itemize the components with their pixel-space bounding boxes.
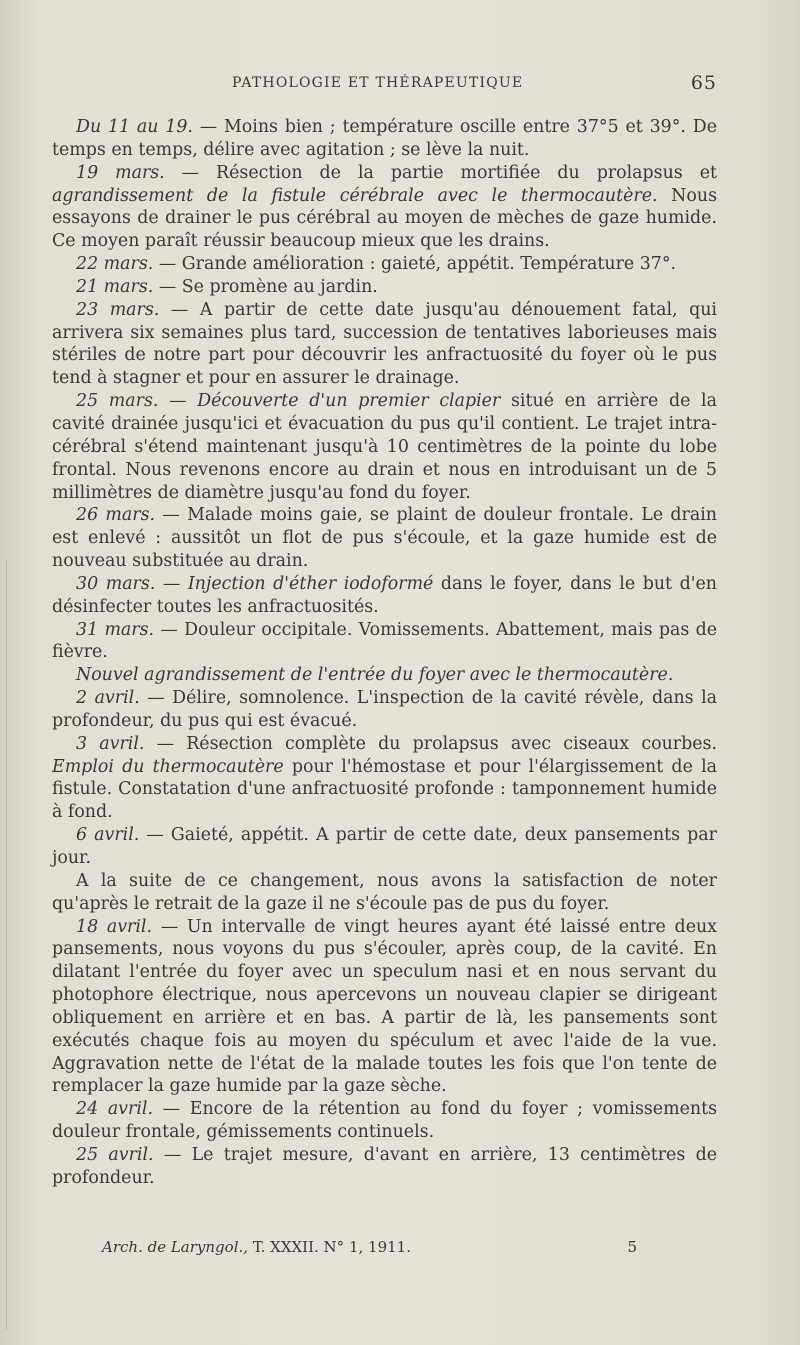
page-footer xyxy=(52,1238,717,1260)
journal-entry xyxy=(52,733,717,824)
journal-entry xyxy=(52,664,717,687)
entry-text: situé en arrière de la cavité drainée jusqu'ici et évacuation du pus qu'il contient. Le trajet intra-cérébral s'étend maintenant jusqu'à 10 centimètres de la pointe du lobe frontal. Nous revenons encore au drain et nous en introduisant un de 5 millimètres de diamètre jusqu'au fond du foyer. xyxy=(52,391,717,503)
entry-separator: — xyxy=(154,619,185,640)
entry-separator: — xyxy=(164,162,217,183)
entry-text: Un intervalle de vingt heures ayant été laissé entre deux pansements, nous voyons du pus s'écouler, après coup, de la cavité. En dilatant l'entrée du foyer avec un speculum nasi et en nous servant du photophore électrique, nous apercevons un nouveau clapier se dirigeant obliquement en arrière et en bas. A partir de là, les pansements sont exécutés chaque fois au moyen du spéculum et avec l'aide de la vue. Aggravation nette de l'état de la malade toutes les fois que l'on tente de remplacer la gaze humide par la gaze sèche. xyxy=(52,916,717,1097)
entry-text: Le trajet mesure, d'avant en arrière, 13 centimètres de profondeur. xyxy=(52,1144,717,1188)
entry-emphasis: Découverte d'un premier clapier xyxy=(197,391,501,412)
journal-entry xyxy=(52,687,717,733)
journal-entry xyxy=(52,916,717,1099)
entry-date: Du 11 au 19. xyxy=(76,117,193,137)
journal-entry xyxy=(52,824,717,870)
page-header xyxy=(52,72,717,96)
journal-entry xyxy=(52,1098,717,1144)
entry-date: 6 avril. xyxy=(76,825,140,846)
journal-entry xyxy=(52,619,717,665)
entry-separator: — xyxy=(158,391,198,412)
entry-separator: — xyxy=(159,299,200,320)
entry-date: 21 mars. xyxy=(76,276,154,297)
entry-date: 3 avril. xyxy=(76,733,145,754)
journal-entry xyxy=(52,870,717,916)
entry-emphasis: Nouvel agrandissement de l'entrée du foyer avec le thermocautère. xyxy=(76,665,674,686)
entry-separator: — xyxy=(153,254,182,275)
entry-text: Malade moins gaie, se plaint de douleur frontale. Le drain est enlevé : aussitôt un flot de pus s'écoule, et la gaze humide est de nouveau substituée au drain. xyxy=(52,505,717,572)
entry-text: A partir de cette date jusqu'au dénouement fatal, qui arrivera six semaines plus tard, succession de tentatives laborieuses mais stériles de notre part pour découvrir les anfractuosité du foyer où le pus tend à stagner et pour en assurer le drainage. xyxy=(52,299,717,389)
journal-volume: T. XXXII. N° 1, 1911. xyxy=(248,1238,411,1256)
journal-entry xyxy=(52,116,717,162)
running-title: PATHOLOGIE ET THÉRAPEUTIQUE xyxy=(232,75,524,91)
entry-date: 23 mars. xyxy=(76,299,160,320)
entry-separator: — xyxy=(153,1144,192,1165)
entry-text: Se promène au jardin. xyxy=(181,276,378,297)
entry-separator: — xyxy=(155,505,188,526)
page-number: 65 xyxy=(690,72,717,94)
entry-date: 2 avril. xyxy=(76,688,140,709)
journal-citation xyxy=(102,1238,411,1256)
entry-date: 31 mars. xyxy=(76,619,155,640)
journal-entry xyxy=(52,573,717,619)
entry-separator: — xyxy=(152,916,187,937)
journal-entry xyxy=(52,390,717,504)
entry-text: Gaieté, appétit. A partir de cette date, deux pansements par jour. xyxy=(52,825,717,868)
journal-entry xyxy=(52,1144,717,1190)
signature-mark: 5 xyxy=(627,1238,637,1256)
entry-date: 25 mars. xyxy=(76,391,159,412)
entry-text: Résection de la partie mortifiée du prolapsus et xyxy=(216,162,717,183)
entry-text: Moins bien ; température oscille entre 37°5 et 39°. De temps en temps, délire avec agitation ; se lève la nuit. xyxy=(52,117,717,160)
page-edge-line xyxy=(6,560,7,1330)
journal-entry xyxy=(52,253,717,276)
entry-emphasis: Injection d'éther iodoformé xyxy=(187,573,434,594)
journal-entry xyxy=(52,276,717,299)
entry-date: 18 avril. xyxy=(76,916,153,937)
entry-separator: — xyxy=(152,1099,190,1120)
entry-date: 19 mars. xyxy=(76,162,165,183)
entry-separator: — xyxy=(153,276,182,297)
entry-text: A la suite de ce changement, nous avons la satisfaction de noter qu'après le retrait de la gaze il ne s'écoule pas de pus du foyer. xyxy=(52,870,717,914)
journal-entry xyxy=(52,299,717,390)
entry-date: 25 avril. xyxy=(76,1144,154,1165)
entry-emphasis: agrandissement de la fistule cérébrale avec le thermocautère. xyxy=(52,185,658,206)
entry-text: Douleur occipitale. Vomissements. Abattement, mais pas de fièvre. xyxy=(52,619,717,663)
entry-text: Délire, somnolence. L'inspection de la cavité révèle, dans la profondeur, du pus qui est évacué. xyxy=(52,688,717,731)
entry-text: Résection complète du prolapsus avec ciseaux courbes. xyxy=(186,733,717,754)
entry-separator: — xyxy=(144,733,187,754)
body-text xyxy=(52,116,717,1190)
entry-text: Grande amélioration : gaieté, appétit. Température 37°. xyxy=(181,254,677,275)
entry-date: 30 mars. xyxy=(76,573,156,594)
entry-text: Encore de la rétention au fond du foyer ; vomissements douleur frontale, gémissements continuels. xyxy=(52,1099,717,1143)
entry-date: 22 mars. xyxy=(76,254,154,275)
entry-text: Nous essayons de drainer le pus cérébral au moyen de mèches de gaze humide. Ce moyen paraît réussir beaucoup mieux que les drains. xyxy=(52,185,717,252)
entry-date: 26 mars. xyxy=(76,505,156,526)
journal-title: Arch. de Laryngol., xyxy=(102,1238,249,1256)
entry-emphasis: Emploi du thermocautère xyxy=(52,756,284,777)
entry-separator: — xyxy=(139,825,171,846)
entry-date: 24 avril. xyxy=(76,1099,153,1120)
entry-text: dans le foyer, dans le but d'en désinfecter toutes les anfractuosités. xyxy=(52,573,717,617)
entry-text: pour l'hémostase et pour l'élargissement de la fistule. Constatation d'une anfractuosité profonde : tamponnement humide à fond. xyxy=(52,756,718,823)
entry-separator: — xyxy=(192,117,224,137)
journal-entry xyxy=(52,504,717,573)
entry-separator: — xyxy=(155,573,188,594)
journal-entry xyxy=(52,162,717,253)
entry-separator: — xyxy=(139,688,173,709)
